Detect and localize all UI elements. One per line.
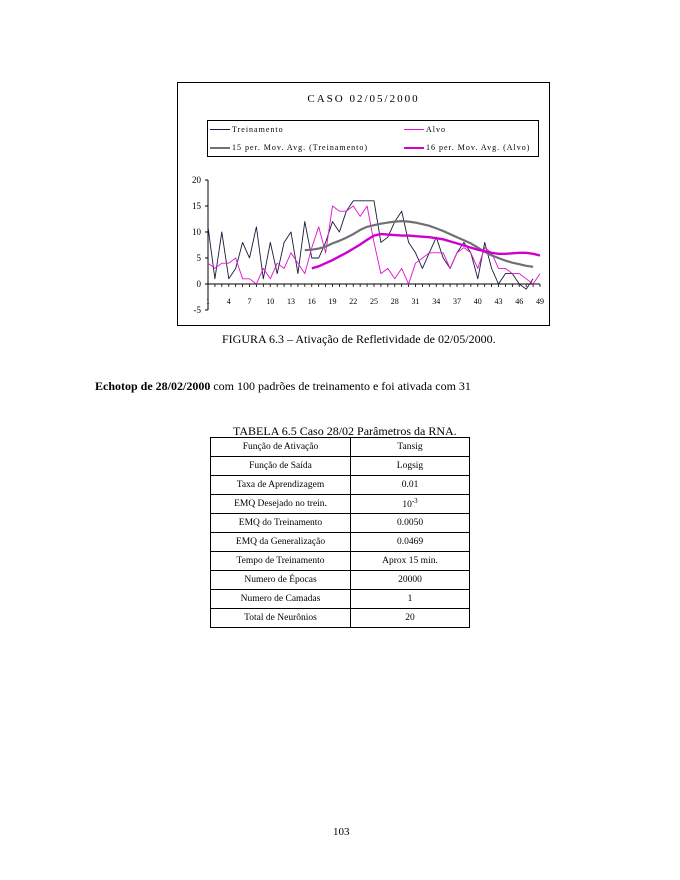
y-tick-label: 20 xyxy=(192,175,201,185)
table-row xyxy=(211,590,470,609)
series-line-2 xyxy=(208,206,540,284)
series-line-1 xyxy=(208,201,533,289)
series-line-4 xyxy=(312,234,540,268)
page-number: 103 xyxy=(333,826,350,838)
x-tick-label: 4 xyxy=(226,297,231,306)
param-name-cell: EMQ do Treinamento xyxy=(211,514,351,533)
param-value-cell: 20 xyxy=(351,609,470,628)
x-tick-label: 13 xyxy=(287,297,295,306)
x-tick-label: 10 xyxy=(266,297,275,306)
y-tick-label: 10 xyxy=(192,227,201,237)
param-value-cell: $10^{-3}$ xyxy=(351,495,470,514)
x-tick-label: 19 xyxy=(328,297,337,306)
x-tick-label: 16 xyxy=(307,297,316,306)
param-value-cell: 0.01 xyxy=(351,476,470,495)
table-row xyxy=(211,571,470,590)
x-tick-label: 22 xyxy=(349,297,358,306)
parameters-table xyxy=(210,437,470,628)
param-name-cell: Função de Ativação xyxy=(211,438,351,457)
param-name-cell: Total de Neurônios xyxy=(211,609,351,628)
param-name-cell: Taxa de Aprendizagem xyxy=(211,476,351,495)
x-tick-label: 40 xyxy=(473,297,482,306)
x-tick-label: 1 xyxy=(206,297,210,306)
legend-label: 15 per. Mov. Avg. (Treinamento) xyxy=(232,143,369,152)
chart-plot xyxy=(178,83,551,327)
x-tick-label: 34 xyxy=(432,297,441,306)
x-tick-label: 25 xyxy=(370,297,378,306)
param-value-cell: 0.0050 xyxy=(351,514,470,533)
y-tick-label: -5 xyxy=(193,305,201,315)
figure-caption: FIGURA 6.3 – Ativação de Refletividade de 02/05/2000. xyxy=(222,332,496,346)
table-row xyxy=(211,495,470,514)
table-row xyxy=(211,552,470,571)
exponent: -3 xyxy=(411,497,418,506)
legend-label: 16 per. Mov. Avg. (Alvo) xyxy=(426,143,531,152)
table-row xyxy=(211,457,470,476)
param-value-cell: 1 xyxy=(351,590,470,609)
param-name-cell: Função de Saída xyxy=(211,457,351,476)
paragraph-bold: Echotop de 28/02/2000 xyxy=(95,379,211,393)
x-tick-label: 28 xyxy=(390,297,399,306)
param-name-cell: EMQ da Generalização xyxy=(211,533,351,552)
x-tick-label: 7 xyxy=(247,297,252,306)
table-row xyxy=(211,438,470,457)
x-tick-label: 49 xyxy=(536,297,544,306)
param-name-cell: Numero de Épocas xyxy=(211,571,351,590)
param-value-cell: 0.0469 xyxy=(351,533,470,552)
table-row xyxy=(211,514,470,533)
param-name-cell: Tempo de Treinamento xyxy=(211,552,351,571)
table-row xyxy=(211,533,470,552)
param-value-cell: 20000 xyxy=(351,571,470,590)
y-tick-label: 5 xyxy=(196,253,201,263)
param-value-cell: Aprox 15 min. xyxy=(351,552,470,571)
x-tick-label: 37 xyxy=(453,297,461,306)
y-tick-label: 0 xyxy=(196,279,201,289)
param-name-cell: EMQ Desejado no trein. xyxy=(211,495,351,514)
x-tick-label: 43 xyxy=(494,297,503,306)
param-value-cell: Logsig xyxy=(351,457,470,476)
chart-title: CASO 02/05/2000 xyxy=(307,93,420,105)
legend-label: Treinamento xyxy=(232,125,284,134)
chart-container xyxy=(177,82,550,326)
table-row xyxy=(211,609,470,628)
body-paragraph xyxy=(95,379,471,394)
paragraph-text: com 100 padrões de treinamento e foi ativada com 31 xyxy=(210,379,471,393)
param-value-cell: Tansig xyxy=(351,438,470,457)
x-tick-label: 31 xyxy=(411,297,420,306)
table-row xyxy=(211,476,470,495)
legend-label: Alvo xyxy=(426,125,446,134)
param-name-cell: Numero de Camadas xyxy=(211,590,351,609)
table-title: TABELA 6.5 Caso 28/02 Parâmetros da RNA. xyxy=(233,424,457,438)
y-tick-label: 15 xyxy=(192,201,201,211)
x-tick-label: 46 xyxy=(515,297,524,306)
